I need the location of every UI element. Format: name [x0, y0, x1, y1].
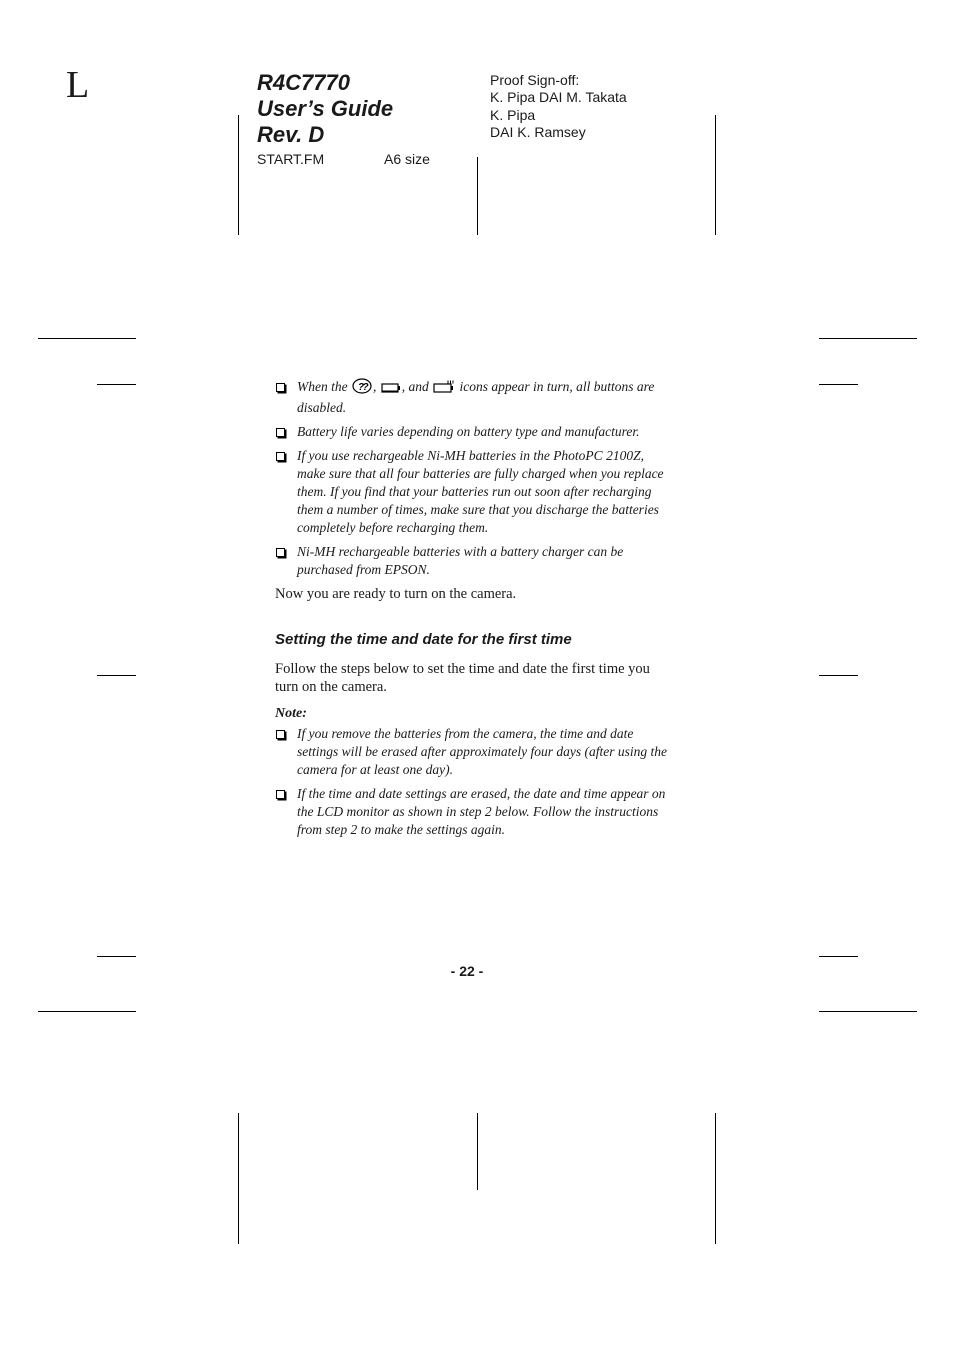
title-line-model: R4C7770 — [257, 70, 350, 95]
crop-mark-vertical — [715, 1113, 716, 1244]
proof-line: K. Pipa — [490, 106, 536, 123]
checkbox-bullet-icon — [276, 428, 285, 437]
checkbox-bullet-icon — [276, 548, 285, 557]
crop-mark-horizontal — [819, 338, 917, 339]
proof-signoff — [490, 72, 627, 141]
ready-paragraph: Now you are ready to turn on the camera. — [275, 586, 517, 602]
crop-mark-vertical — [715, 115, 716, 235]
page-content — [275, 378, 667, 845]
svg-text:?: ? — [362, 382, 369, 393]
corner-letter: L — [66, 64, 90, 106]
checkbox-bullet-icon — [276, 452, 285, 461]
crop-mark-vertical — [477, 157, 478, 235]
list-item: If you remove the batteries from the camera, the time and date settings will be erased after approximately four days (after using the camera for at least one day). — [275, 725, 667, 779]
list-item: If you use rechargeable Ni-MH batteries in the PhotoPC 2100Z, make sure that all four batteries are fully charged when you replace them. If you find that your batteries run out soon after recharging them a number of times, make sure that you discharge the batteries completely before recharging them. — [275, 447, 667, 537]
document-title — [257, 70, 393, 148]
crop-mark-horizontal — [819, 1011, 917, 1012]
file-name: START.FM — [257, 151, 325, 167]
svg-text:?: ? — [357, 382, 365, 393]
camera-battery-icon — [433, 380, 455, 399]
crop-mark-horizontal — [819, 675, 858, 676]
checkbox-bullet-icon — [276, 790, 285, 799]
help-icon — [352, 378, 372, 399]
crop-mark-horizontal — [97, 675, 136, 676]
intro-paragraph: Follow the steps below to set the time and date the first time you turn on the camera. — [275, 661, 650, 695]
crop-mark-horizontal — [819, 956, 858, 957]
crop-mark-horizontal — [97, 956, 136, 957]
crop-mark-horizontal — [38, 338, 136, 339]
page-size-label: A6 size — [384, 151, 430, 167]
title-line-guide: User’s Guide — [257, 96, 394, 121]
proof-line: DAI K. Ramsey — [490, 123, 586, 140]
list-item: If the time and date settings are erased, the date and time appear on the LCD monitor as shown in step 2 below. Follow the instructions from step 2 to make the settings again. — [275, 785, 667, 839]
checkbox-bullet-icon — [276, 383, 285, 392]
page-number: - 22 - — [450, 963, 484, 979]
crop-mark-horizontal — [38, 1011, 136, 1012]
title-line-revision: Rev. D — [257, 122, 325, 147]
proof-line: Proof Sign-off: — [490, 72, 580, 88]
crop-mark-vertical — [238, 1113, 239, 1244]
crop-mark-horizontal — [97, 384, 136, 385]
list-item: Ni-MH rechargeable batteries with a battery charger can be purchased from EPSON. — [275, 543, 667, 579]
crop-mark-vertical — [477, 1113, 478, 1190]
note-label: Note: — [275, 706, 307, 721]
list-item: When the ? ? , , and icons appear in turn, all buttons are disabled. — [275, 378, 667, 417]
checkbox-bullet-icon — [276, 730, 285, 739]
section-heading: Setting the time and date for the first time — [275, 631, 572, 648]
crop-mark-horizontal — [819, 384, 858, 385]
crop-mark-vertical — [238, 115, 239, 235]
battery-icon — [381, 381, 401, 399]
proof-line: K. Pipa DAI M. Takata — [490, 89, 627, 106]
list-item: Battery life varies depending on battery type and manufacturer. — [275, 423, 667, 441]
